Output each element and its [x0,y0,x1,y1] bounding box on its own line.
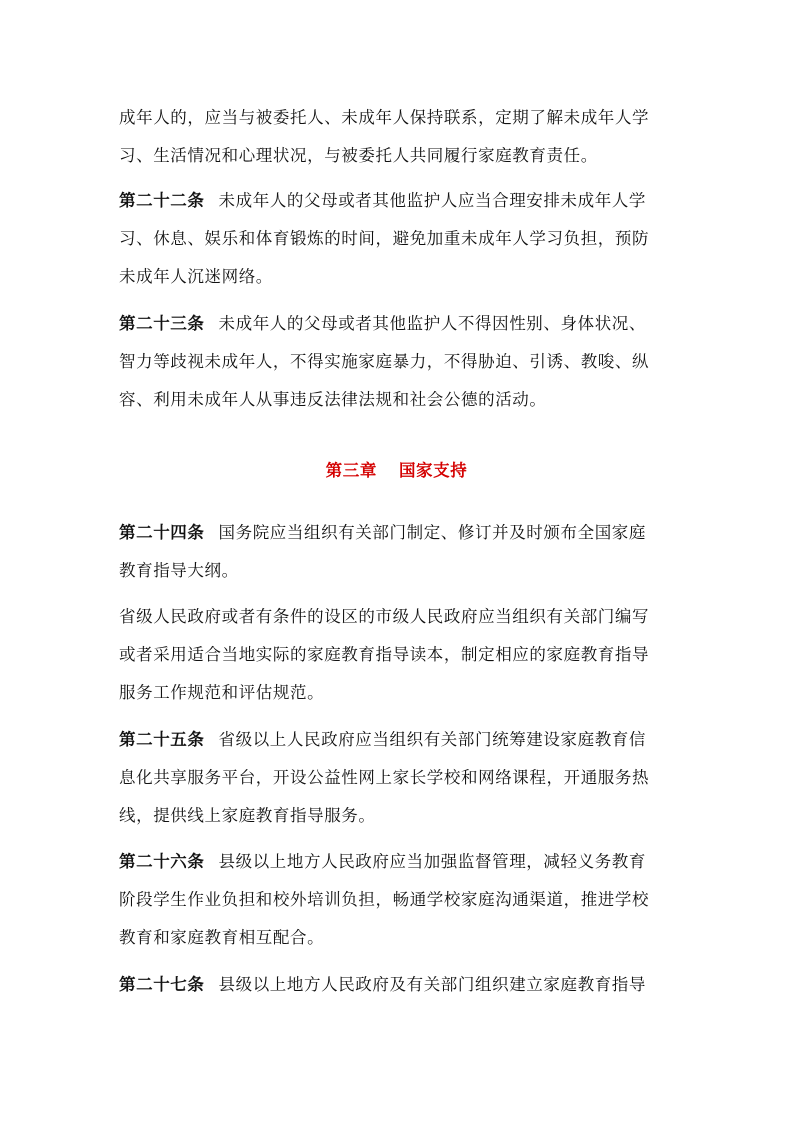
article-text: 未成年人的父母或者其他监护人应当合理安排未成年人学习、休息、娱乐和体育锻炼的时间，避免加重未成年人学习负担，预防未成年人沉迷网络。 [119,191,650,286]
article-label: 第二十七条 [119,975,205,994]
article-text: 国务院应当组织有关部门制定、修订并及时颁布全国家庭教育指导大纲。 [119,523,646,580]
article-label: 第二十三条 [119,314,205,333]
article-24 [119,514,661,590]
article-26 [119,843,661,957]
article-24-paragraph-2 [119,598,661,712]
article-22 [119,182,661,296]
chapter-title: 国家支持 [398,461,468,480]
article-text: 县级以上地方人民政府及有关部门组织建立家庭教育指导 [218,975,646,994]
paragraph-text: 省级人民政府或者有条件的设区的市级人民政府应当组织有关部门编写或者采用适合当地实际的家庭教育指导读本，制定相应的家庭教育指导服务工作规范和评估规范。 [119,607,650,702]
article-text: 县级以上地方人民政府应当加强监督管理，减轻义务教育阶段学生作业负担和校外培训负担，畅通学校家庭沟通渠道，推进学校教育和家庭教育相互配合。 [119,852,650,947]
article-label: 第二十四条 [119,523,205,542]
article-27 [119,966,661,1004]
article-23 [119,305,661,419]
paragraph-continuation [119,99,661,175]
article-label: 第二十六条 [119,852,205,871]
article-label: 第二十二条 [119,191,205,210]
article-25 [119,721,661,835]
chapter-heading [0,452,793,490]
article-text: 省级以上人民政府应当组织有关部门统筹建设家庭教育信息化共享服务平台，开设公益性网上家长学校和网络课程，开通服务热线，提供线上家庭教育指导服务。 [119,730,650,825]
article-label: 第二十五条 [119,730,205,749]
chapter-number: 第三章 [325,461,377,480]
paragraph-text: 成年人的，应当与被委托人、未成年人保持联系，定期了解未成年人学习、生活情况和心理状况，与被委托人共同履行家庭教育责任。 [119,108,650,165]
article-text: 未成年人的父母或者其他监护人不得因性别、身体状况、智力等歧视未成年人，不得实施家庭暴力，不得胁迫、引诱、教唆、纵容、利用未成年人从事违反法律法规和社会公德的活动。 [119,314,650,409]
